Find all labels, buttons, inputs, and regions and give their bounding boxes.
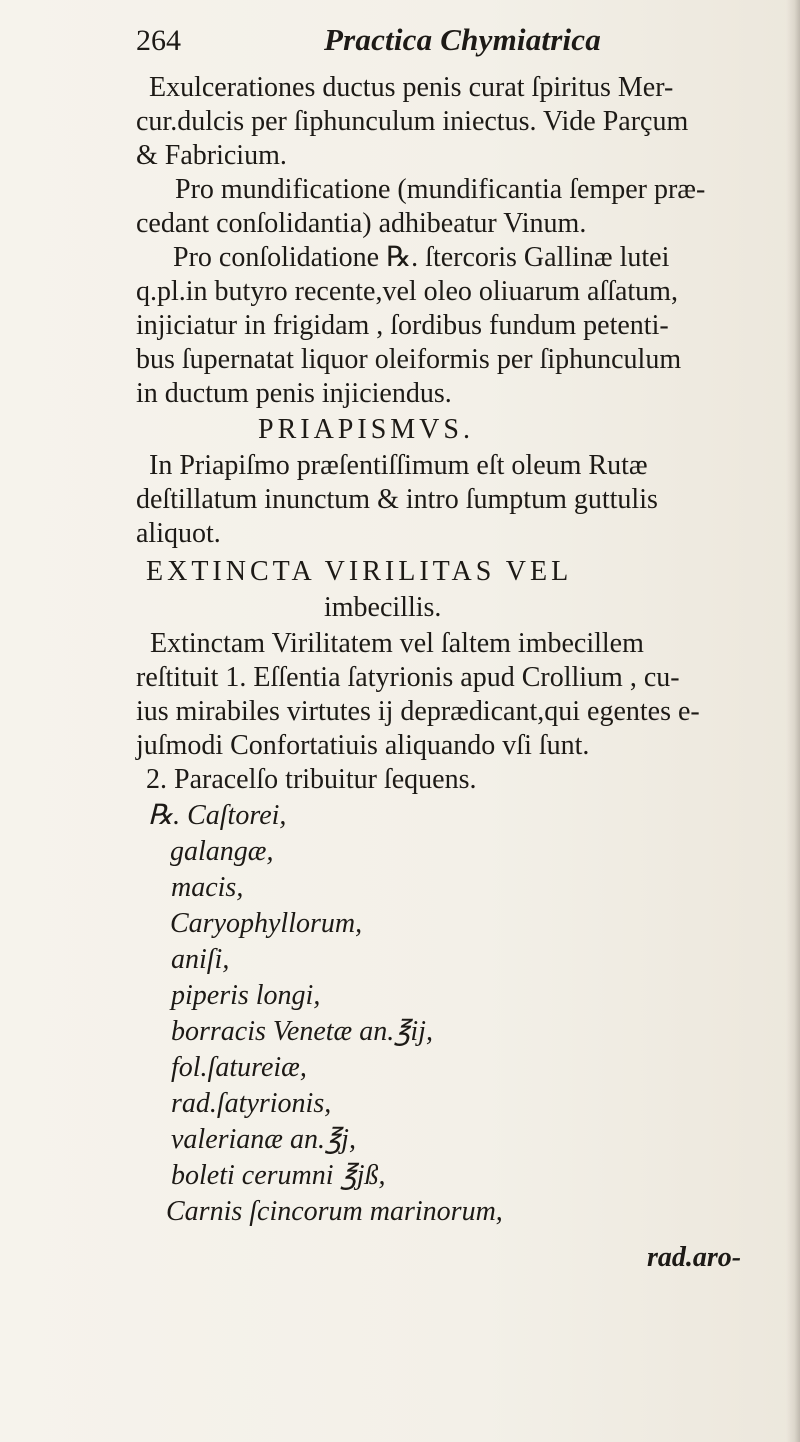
text-line: Pro mundificatione (mundificantia ſemper præ-	[175, 174, 706, 205]
running-title: Practica Chymiatrica	[324, 22, 601, 57]
page-number: 264	[136, 24, 181, 57]
text-line: bus ſupernatat liquor oleiformis per ſiphunculum	[136, 344, 682, 375]
text-line: & Fabricium.	[136, 140, 287, 171]
recipe-line: Carnis ſcincorum marinorum,	[166, 1196, 503, 1227]
catchword: rad.aro-	[647, 1242, 742, 1273]
recipe-line: aniſi,	[171, 944, 230, 975]
text-line: injiciatur in frigidam , ſordibus fundum petenti-	[136, 310, 669, 341]
text-line: reſtituit 1. Eſſentia ſatyrionis apud Crollium , cu-	[136, 662, 680, 693]
text-line: Pro conſolidatione ℞. ſtercoris Gallinæ lutei	[173, 242, 670, 273]
section-heading: EXTINCTA VIRILITAS VEL	[146, 556, 573, 587]
recipe-line: borracis Venetæ an.℥ij,	[171, 1016, 433, 1047]
text-line: deſtillatum inunctum & intro ſumptum guttulis	[136, 484, 658, 515]
text-line: Exulcerationes ductus penis curat ſpiritus Mer-	[149, 72, 674, 103]
recipe-line: galangæ,	[170, 836, 274, 867]
recipe-line: valerianæ an.℥j,	[171, 1124, 356, 1155]
text-line: Extinctam Virilitatem vel ſaltem imbecillem	[150, 628, 644, 659]
text-line: q.pl.in butyro recente,vel oleo oliuarum aſſatum,	[136, 276, 678, 307]
recipe-line: rad.ſatyrionis,	[171, 1088, 332, 1119]
recipe-line: macis,	[171, 872, 244, 903]
text-line: aliquot.	[136, 518, 221, 549]
text-line: cedant conſolidantia) adhibeatur Vinum.	[136, 208, 587, 239]
section-heading: PRIAPISMVS.	[258, 414, 474, 445]
recipe-line: piperis longi,	[171, 980, 321, 1011]
recipe-line: fol.ſatureiæ,	[171, 1052, 307, 1083]
recipe-line: boleti cerumni ℥jß,	[171, 1160, 386, 1191]
text-line: 2. Paracelſo tribuitur ſequens.	[146, 764, 477, 795]
text-line: cur.dulcis per ſiphunculum iniectus. Vide Parçum	[136, 106, 689, 137]
text-line: in ductum penis injiciendus.	[136, 378, 452, 409]
text-line: juſmodi Confortatiuis aliquando vſi ſunt.	[136, 730, 590, 761]
section-subheading: imbecillis.	[324, 592, 442, 623]
recipe-line: Caryophyllorum,	[170, 908, 363, 939]
recipe-line: ℞. Caſtorei,	[148, 800, 287, 831]
text-line: In Priapiſmo præſentiſſimum eſt oleum Rutæ	[149, 450, 648, 481]
text-line: ius mirabiles virtutes ij deprædicant,qui egentes e-	[136, 696, 700, 727]
